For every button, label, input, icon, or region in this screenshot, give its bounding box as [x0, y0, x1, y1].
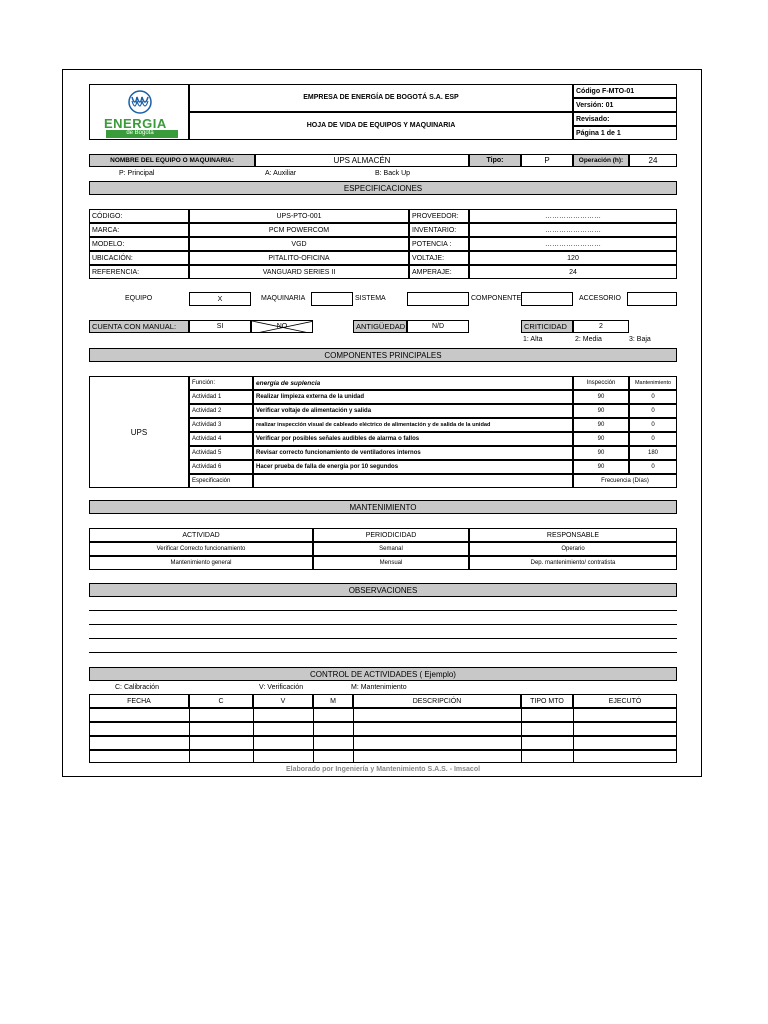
especificacion-value [253, 474, 573, 488]
logo-word: ENERGIA [104, 116, 167, 131]
mantenimiento-title: MANTENIMIENTO [89, 500, 677, 514]
doc-title: HOJA DE VIDA DE EQUIPOS Y MAQUINARIA [306, 122, 456, 129]
mant-cell: Verificar Correcto funcionamiento [89, 542, 313, 556]
spec-label: INVENTARIO: [409, 223, 469, 237]
legend-principal: P: Principal [119, 170, 155, 177]
activity-mant: 0 [629, 460, 677, 474]
spec-value: 24 [469, 265, 677, 279]
control-legend-m: M: Mantenimiento [351, 684, 407, 691]
control-header: FECHA [89, 694, 189, 708]
logo-box [89, 84, 189, 140]
activity-mant: 180 [629, 446, 677, 460]
observaciones-title: OBSERVACIONES [89, 583, 677, 597]
equipment-name-label: NOMBRE DEL EQUIPO O MAQUINARIA: [89, 154, 255, 167]
spec-value: …………………… [469, 237, 677, 251]
control-col-divider [573, 708, 574, 763]
spec-label: UBICACIÓN: [89, 251, 189, 265]
antiguedad-label: ANTIGÜEDAD [353, 320, 407, 333]
document-sheet [62, 69, 702, 777]
manual-label: CUENTA CON MANUAL: [89, 320, 189, 333]
especificaciones-title: ESPECIFICACIONES [89, 181, 677, 195]
mant-cell: Semanal [313, 542, 469, 556]
spec-label: POTENCIA : [409, 237, 469, 251]
control-header: M [313, 694, 353, 708]
inspeccion-header: Inspección [573, 376, 629, 390]
control-header: EJECUTÓ [573, 694, 677, 708]
category-maquinaria-box [311, 292, 353, 306]
spec-label: REFERENCIA: [89, 265, 189, 279]
doc-page: Página 1 de 1 [573, 126, 677, 140]
category-maquinaria-label: MAQUINARIA [261, 295, 306, 302]
criticidad-baja: 3: Baja [629, 336, 651, 343]
category-equipo-label: EQUIPO [125, 295, 153, 302]
mant-cell: Dep. mantenimiento/ contratista [469, 556, 677, 570]
control-header: V [253, 694, 313, 708]
funcion-value: energía de suplencia [253, 376, 573, 390]
spec-value: …………………… [469, 223, 677, 237]
category-sistema-label: SISTEMA [355, 295, 386, 302]
spec-value: PITALITO-OFICINA [189, 251, 409, 265]
funcion-label: Función: [189, 376, 253, 390]
observaciones-line [89, 638, 677, 639]
control-legend-c: C: Calibración [115, 684, 159, 691]
category-accesorio-label: ACCESORIO [579, 295, 622, 302]
spec-label: MARCA: [89, 223, 189, 237]
category-sistema-box [407, 292, 469, 306]
activity-label: Actividad 1 [189, 390, 253, 404]
activity-mant: 0 [629, 432, 677, 446]
spec-value: …………………… [469, 209, 677, 223]
spec-value: UPS-PTO-001 [189, 209, 409, 223]
control-row [89, 736, 677, 750]
spec-value: 120 [469, 251, 677, 265]
doc-code: Código F-MTO-01 [573, 84, 677, 98]
activity-label: Actividad 5 [189, 446, 253, 460]
mant-cell: Operario [469, 542, 677, 556]
activity-desc: Verificar por posibles señales audibles de alarma o fallos [253, 432, 573, 446]
manual-no-text: NO [276, 323, 288, 330]
spec-label: VOLTAJE: [409, 251, 469, 265]
antiguedad-value: N/D [407, 320, 469, 333]
mant-header-responsable: RESPONSABLE [469, 528, 677, 542]
control-col-divider [189, 708, 190, 763]
doc-revisado: Revisado: [573, 112, 677, 126]
mantenimiento-header: Mantenimiento [629, 376, 677, 390]
company-name: EMPRESA DE ENERGÍA DE BOGOTÁ S.A. ESP [303, 94, 459, 101]
control-header: TIPO MTO [521, 694, 573, 708]
activity-desc: Realizar limpieza externa de la unidad [253, 390, 573, 404]
control-row [89, 708, 677, 722]
spec-label: PROVEEDOR: [409, 209, 469, 223]
observaciones-line [89, 624, 677, 625]
activity-desc: Hacer prueba de falla de energía por 10 segundos [253, 460, 573, 474]
criticidad-alta: 1: Alta [523, 336, 543, 343]
spec-value: PCM POWERCOM [189, 223, 409, 237]
control-row [89, 722, 677, 736]
operacion-value: 24 [629, 154, 677, 167]
equipment-name-value: UPS ALMACÉN [255, 154, 469, 167]
manual-no [251, 320, 313, 333]
activity-insp: 90 [573, 446, 629, 460]
control-header: DESCRIPCIÓN [353, 694, 521, 708]
activity-desc: realizar inspección visual de cableado eléctrico de alimentación y de salida de la unidad [253, 418, 573, 432]
tipo-value: P [521, 154, 573, 167]
component-name: UPS [89, 376, 189, 488]
frecuencia-label: Frecuencia (Días) [573, 474, 677, 488]
mant-header-actividad: ACTIVIDAD [89, 528, 313, 542]
activity-mant: 0 [629, 404, 677, 418]
legend-auxiliar: A: Auxiliar [265, 170, 297, 177]
observaciones-line [89, 610, 677, 611]
criticidad-value: 2 [573, 320, 629, 333]
spec-label: CÓDIGO: [89, 209, 189, 223]
legend-backup: B: Back Up [375, 170, 411, 177]
activity-label: Actividad 6 [189, 460, 253, 474]
control-col-divider [521, 708, 522, 763]
logo-subtitle: de Bogotá [126, 130, 154, 136]
activity-insp: 90 [573, 404, 629, 418]
spec-label: MODELO: [89, 237, 189, 251]
tipo-label: Tipo: [469, 154, 521, 167]
observaciones-line [89, 652, 677, 653]
control-col-divider [313, 708, 314, 763]
mant-cell: Mensual [313, 556, 469, 570]
category-componente-label: COMPONENTE [471, 295, 522, 302]
activity-label: Actividad 2 [189, 404, 253, 418]
activity-insp: 90 [573, 418, 629, 432]
mant-header-periodicidad: PERIODICIDAD [313, 528, 469, 542]
control-col-divider [253, 708, 254, 763]
criticidad-label: CRITICIDAD [521, 320, 573, 333]
mant-cell: Mantenimiento general [89, 556, 313, 570]
spec-label: AMPERAJE: [409, 265, 469, 279]
activity-insp: 90 [573, 460, 629, 474]
control-title: CONTROL DE ACTIVIDADES ( Ejemplo) [89, 667, 677, 681]
control-legend-v: V: Verificación [259, 684, 304, 691]
category-equipo-box: X [189, 292, 251, 306]
doc-version: Versión: 01 [573, 98, 677, 112]
activity-insp: 90 [573, 432, 629, 446]
control-col-divider [353, 708, 354, 763]
control-row [89, 750, 677, 763]
componentes-title: COMPONENTES PRINCIPALES [89, 348, 677, 362]
especificacion-label: Especificación [189, 474, 253, 488]
manual-si: SI [189, 320, 251, 333]
criticidad-media: 2: Media [575, 336, 602, 343]
footer-note: Elaborado por Ingeniería y Mantenimiento S.A.S. - Imsacol [285, 766, 481, 773]
spec-value: VANGUARD SERIES II [189, 265, 409, 279]
category-componente-box [521, 292, 573, 306]
activity-mant: 0 [629, 418, 677, 432]
operacion-label: Operación (h): [573, 154, 629, 167]
activity-mant: 0 [629, 390, 677, 404]
activity-label: Actividad 4 [189, 432, 253, 446]
activity-label: Actividad 3 [189, 418, 253, 432]
activity-insp: 90 [573, 390, 629, 404]
activity-desc: Revisar correcto funcionamiento de ventiladores internos [253, 446, 573, 460]
category-accesorio-box [627, 292, 677, 306]
activity-desc: Verificar voltaje de alimentación y salida [253, 404, 573, 418]
control-header: C [189, 694, 253, 708]
spec-value: VGD [189, 237, 409, 251]
